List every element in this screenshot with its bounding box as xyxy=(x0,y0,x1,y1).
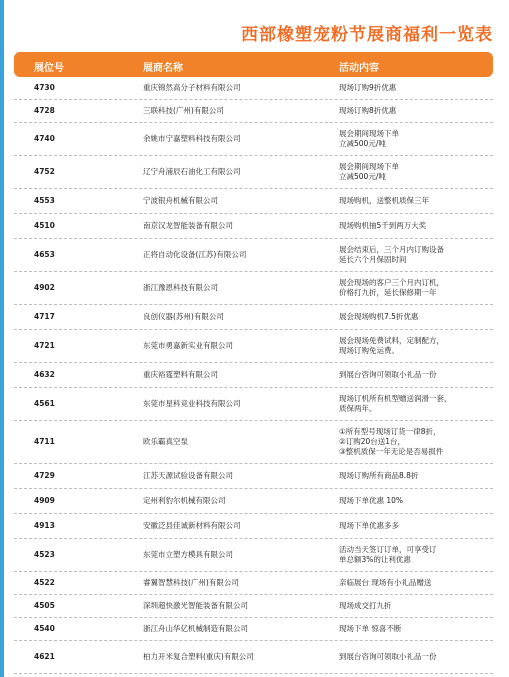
exhibitor-name: 东莞市星科竞业科技有限公司 xyxy=(143,399,241,408)
activity-text: 展会期间现场下单 立减500元/吨 xyxy=(339,162,399,181)
table-row xyxy=(14,305,493,330)
table-row xyxy=(14,363,493,388)
table-row xyxy=(14,514,493,539)
table-row xyxy=(14,156,493,189)
exhibitor-name: 三联科技(广州)有限公司 xyxy=(143,106,224,115)
table-body xyxy=(14,77,493,674)
booth-number: 4729 xyxy=(34,471,55,480)
booth-number: 4653 xyxy=(34,250,55,259)
activity-text: 现场购机抽5千到两万大奖 xyxy=(339,221,427,230)
activity-text: 到展台咨询可领取小礼品一份 xyxy=(339,370,437,379)
table-row xyxy=(14,123,493,156)
booth-number: 4721 xyxy=(34,341,55,350)
page-title: 西部橡塑宠粉节展商福利一览表 xyxy=(241,25,493,45)
exhibitor-name: 重庆锦然高分子材料有限公司 xyxy=(143,83,241,92)
table-row xyxy=(14,595,493,618)
activity-text: 到展台咨询可领取小礼品一份 xyxy=(339,652,437,661)
activity-text: 现场订购所有商品8.8折 xyxy=(339,471,419,480)
exhibitor-name: 浙江舟山华亿机械制造有限公司 xyxy=(143,624,248,633)
table-row xyxy=(14,489,493,514)
booth-number: 4505 xyxy=(34,601,55,610)
activity-text: 现场购机，送整机质保三年 xyxy=(339,196,429,205)
booth-number: 4561 xyxy=(34,399,55,408)
activity-text: 展会现场免费试料，定制配方， 现场订购免运费。 xyxy=(339,336,444,355)
exhibitor-name: 余姚市宁嘉塑料科技有限公司 xyxy=(143,134,241,143)
booth-number: 4621 xyxy=(34,652,55,661)
exhibitor-name: 睿翼智慧科技(广州)有限公司 xyxy=(143,578,239,587)
header-booth: 展位号 xyxy=(34,63,64,74)
table-row xyxy=(14,388,493,421)
table-header xyxy=(14,52,493,77)
activity-text: 展会期间现场下单 立减500元/吨 xyxy=(339,129,399,148)
exhibitor-name: 东莞市勇嘉新实业有限公司 xyxy=(143,341,233,350)
table-row xyxy=(14,464,493,489)
exhibitor-name: 安徽泛县佳诚新材料有限公司 xyxy=(143,521,241,530)
table-row xyxy=(14,77,493,100)
activity-text: 现场订机所有机型赠送润滑一套， 质保两年。 xyxy=(339,394,452,413)
booth-number: 4632 xyxy=(34,370,55,379)
activity-text: 展会结束后，三个月内订购设备 延长六个月保固时间 xyxy=(339,245,444,264)
booth-number: 4730 xyxy=(34,83,55,92)
activity-text: 现场下单优惠 10% xyxy=(339,496,404,505)
exhibitor-name: 浙江豫恩科技有限公司 xyxy=(143,283,218,292)
activity-text: 现场订购8折优惠 xyxy=(339,106,397,115)
exhibitor-name: 江苏天源试验设备有限公司 xyxy=(143,471,233,480)
activity-text: 现场下单优惠多多 xyxy=(339,521,399,530)
booth-number: 4740 xyxy=(34,134,55,143)
exhibitor-name: 南京汉龙智能装备有限公司 xyxy=(143,221,233,230)
exhibitor-name: 辽宁舟浦辰石油化工有限公司 xyxy=(143,167,241,176)
exhibitor-name: 正将自动化设备(江苏)有限公司 xyxy=(143,250,247,259)
activity-text: 展会现场的客户三个月内订机， 价格打九折，延长保修期一年 xyxy=(339,278,444,297)
exhibitor-name: 重庆裕霆塑料有限公司 xyxy=(143,370,218,379)
booth-number: 4510 xyxy=(34,221,55,230)
exhibitor-name: 欧乐霸真空泵 xyxy=(143,437,188,446)
booth-number: 4553 xyxy=(34,196,55,205)
booth-number: 4728 xyxy=(34,106,55,115)
header-activity: 活动内容 xyxy=(339,63,379,74)
booth-number: 4522 xyxy=(34,578,55,587)
table-row xyxy=(14,214,493,239)
table-row xyxy=(14,539,493,572)
booth-number: 4909 xyxy=(34,496,55,505)
table-row xyxy=(14,641,493,674)
table-row xyxy=(14,239,493,272)
activity-text: 现场订购9折优惠 xyxy=(339,83,397,92)
activity-text: 现场下单 惊喜不断 xyxy=(339,624,402,633)
activity-text: 亲临展台 现场有小礼品赠送 xyxy=(339,578,432,587)
table-row xyxy=(14,272,493,305)
activity-text: 现场成交打九折 xyxy=(339,601,392,610)
booth-number: 4523 xyxy=(34,550,55,559)
table-row xyxy=(14,100,493,123)
booth-number: 4902 xyxy=(34,283,55,292)
activity-text: 展会现场购机7.5折优惠 xyxy=(339,312,419,321)
table-row xyxy=(14,618,493,641)
exhibitor-name: 东莞市立塑方模具有限公司 xyxy=(143,550,233,559)
table-row xyxy=(14,572,493,595)
exhibitor-name: 宁波银舟机械有限公司 xyxy=(143,196,218,205)
exhibitor-name: 深圳超快激光智能装备有限公司 xyxy=(143,601,248,610)
exhibitor-name: 柏力开米复合塑料(重庆)有限公司 xyxy=(143,652,254,661)
header-exhibitor: 展商名称 xyxy=(143,63,183,74)
booth-number: 4711 xyxy=(34,437,55,446)
left-accent-bar xyxy=(0,0,4,677)
exhibitor-name: 良创仪器(苏州)有限公司 xyxy=(143,312,224,321)
exhibitor-name: 定州利豹尔机械有限公司 xyxy=(143,496,226,505)
table-row xyxy=(14,330,493,363)
activity-text: ①所有型号现场订货一律8折， ②订购20台送1台， ③整机质保一年无论是否易损件 xyxy=(339,427,444,456)
booth-number: 4752 xyxy=(34,167,55,176)
booth-number: 4913 xyxy=(34,521,55,530)
table-row xyxy=(14,189,493,214)
booth-number: 4540 xyxy=(34,624,55,633)
activity-text: 活动当天签订订单，可享受订 单总额3%的让利优惠 xyxy=(339,545,437,564)
booth-number: 4717 xyxy=(34,312,55,321)
table-row xyxy=(14,421,493,464)
